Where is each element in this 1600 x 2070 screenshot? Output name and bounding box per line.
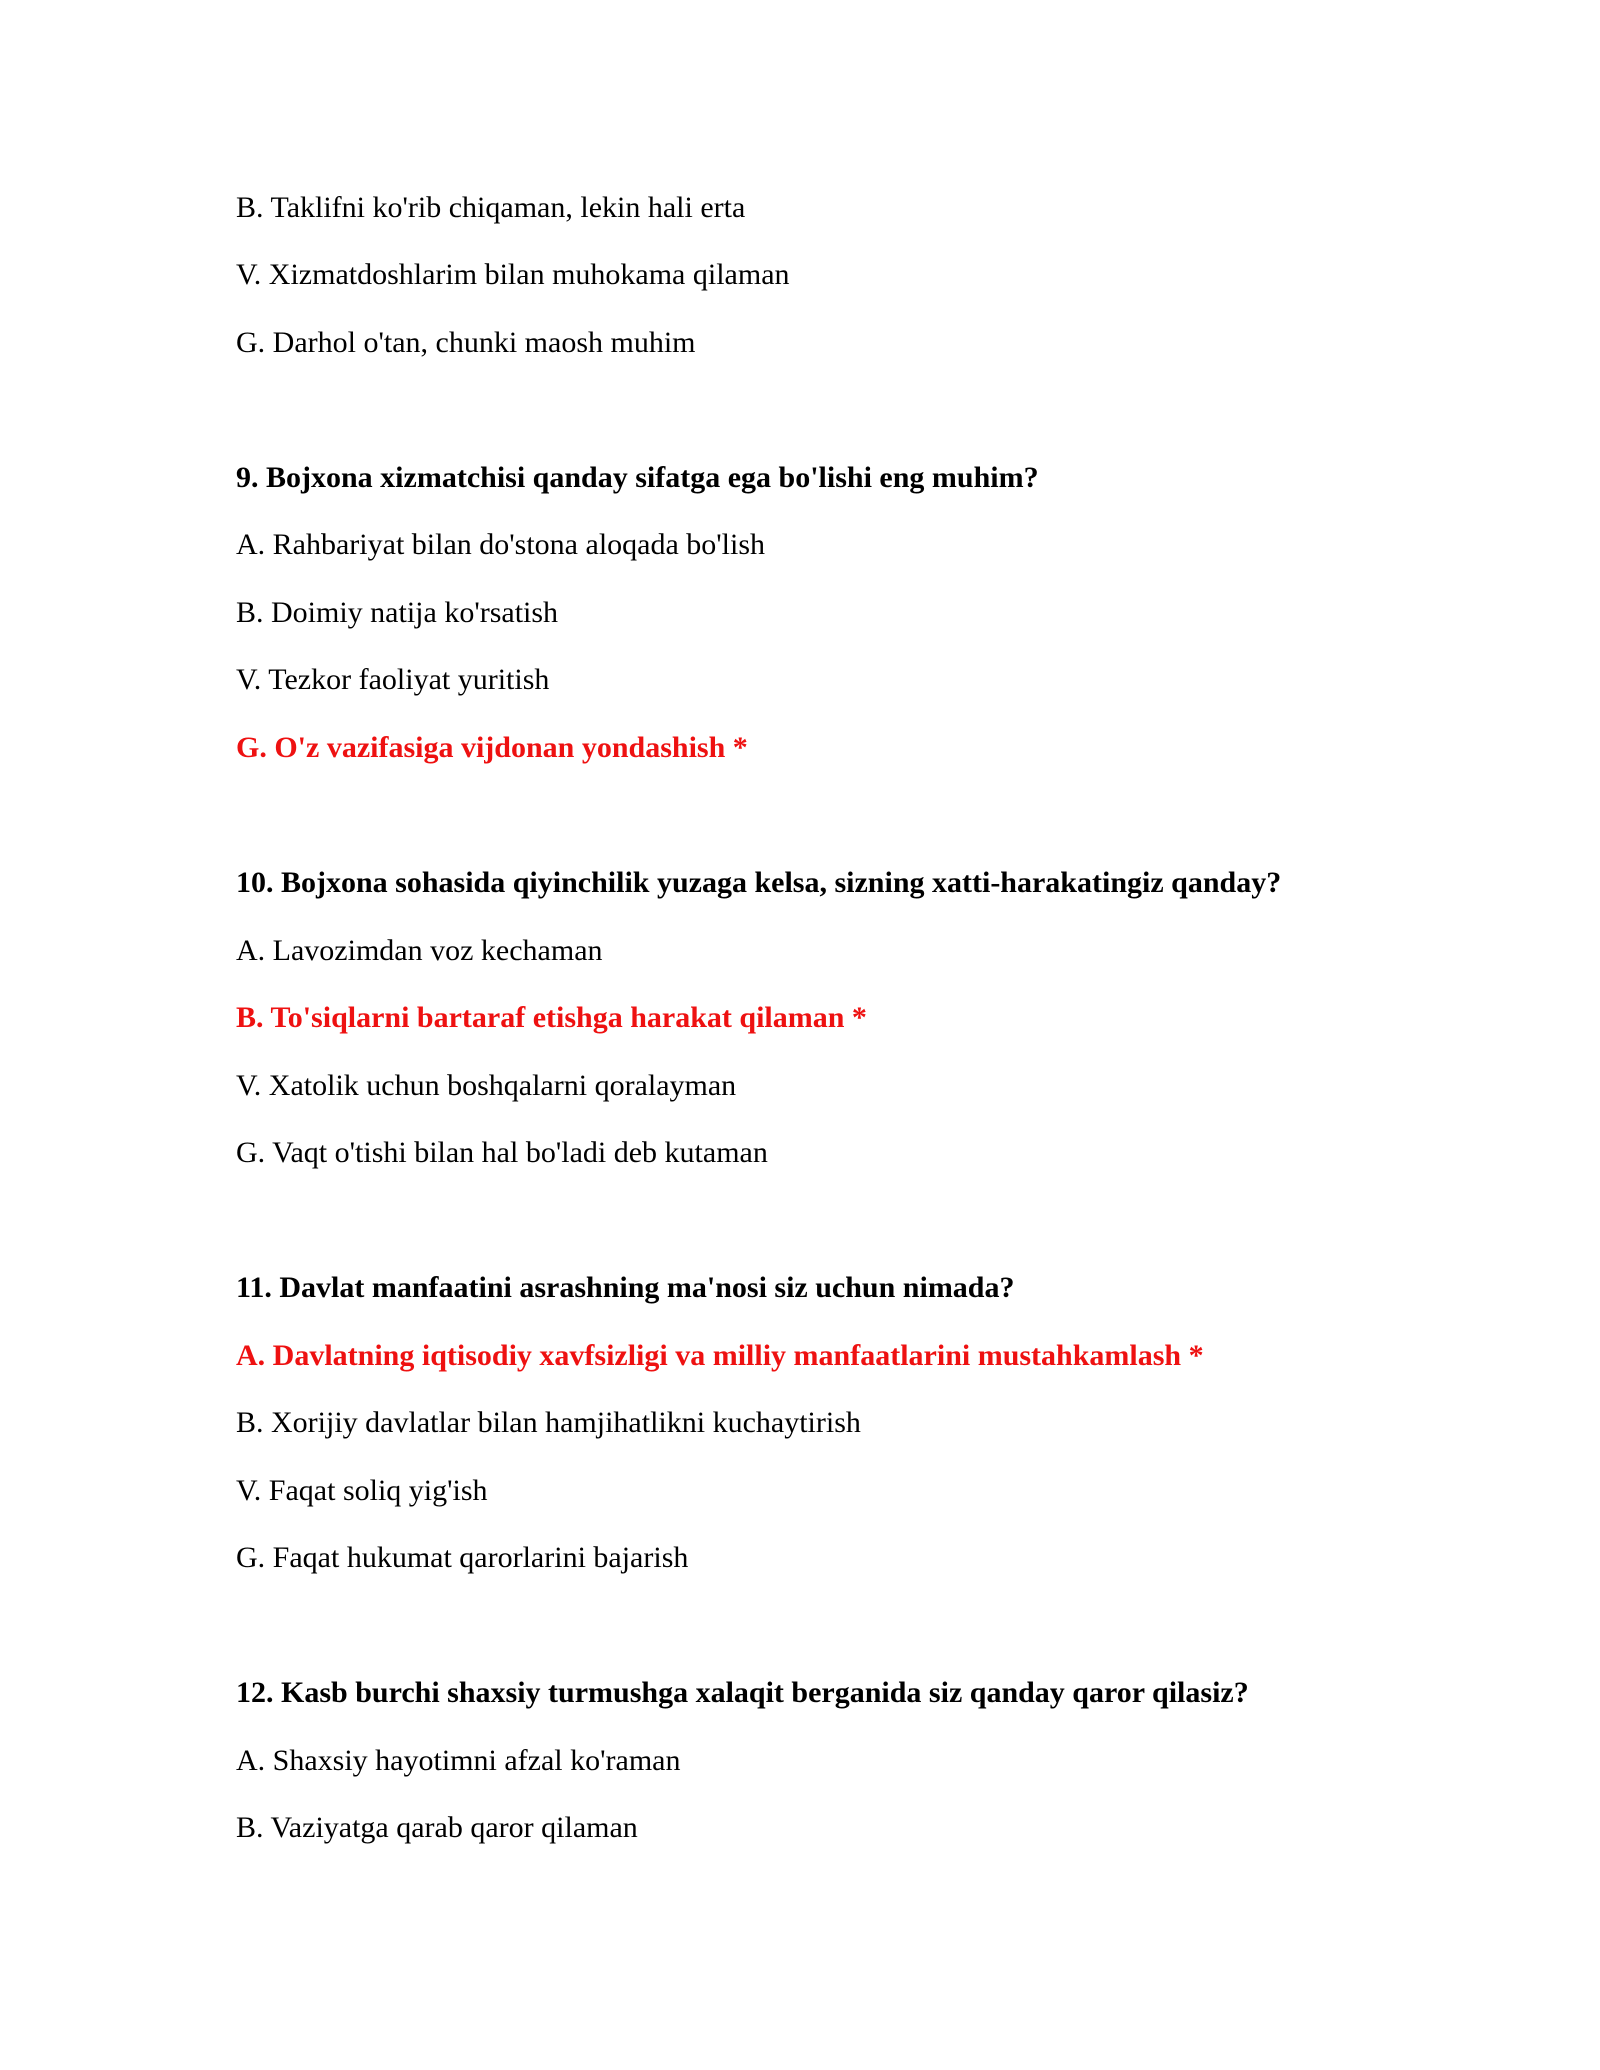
option-g-prev: G. Darhol o'tan, chunki maosh muhim xyxy=(236,326,696,359)
question-9-option-b: B. Doimiy natija ko'rsatish xyxy=(236,596,559,629)
question-12-option-b: B. Vaziyatga qarab qaror qilaman xyxy=(236,1811,638,1844)
option-v-prev: V. Xizmatdoshlarim bilan muhokama qilaman xyxy=(236,258,790,291)
question-9-option-g-correct: G. O'z vazifasiga vijdonan yondashish * xyxy=(236,731,748,764)
question-10-option-v: V. Xatolik uchun boshqalarni qoralayman xyxy=(236,1069,737,1102)
question-9-option-v: V. Tezkor faoliyat yuritish xyxy=(236,663,550,696)
question-9: 9. Bojxona xizmatchisi qanday sifatga ega bo'lishi eng muhim? xyxy=(236,461,1039,494)
question-11-option-v: V. Faqat soliq yig'ish xyxy=(236,1474,488,1507)
question-10-option-g: G. Vaqt o'tishi bilan hal bo'ladi deb kutaman xyxy=(236,1136,768,1169)
question-12: 12. Kasb burchi shaxsiy turmushga xalaqit berganida siz qanday qaror qilasiz? xyxy=(236,1676,1249,1709)
question-10-option-a: A. Lavozimdan voz kechaman xyxy=(236,934,603,967)
question-12-option-a: A. Shaxsiy hayotimni afzal ko'raman xyxy=(236,1744,681,1777)
option-b-prev: B. Taklifni ko'rib chiqaman, lekin hali erta xyxy=(236,191,746,224)
question-9-option-a: A. Rahbariyat bilan do'stona aloqada bo'lish xyxy=(236,528,766,561)
question-10-option-b-correct: B. To'siqlarni bartaraf etishga harakat qilaman * xyxy=(236,1001,867,1034)
question-11-option-b: B. Xorijiy davlatlar bilan hamjihatlikni kuchaytirish xyxy=(236,1406,861,1439)
question-11: 11. Davlat manfaatini asrashning ma'nosi siz uchun nimada? xyxy=(236,1271,1015,1304)
question-11-option-g: G. Faqat hukumat qarorlarini bajarish xyxy=(236,1541,689,1574)
question-10: 10. Bojxona sohasida qiyinchilik yuzaga kelsa, sizning xatti-harakatingiz qanday? xyxy=(236,866,1282,899)
question-11-option-a-correct: A. Davlatning iqtisodiy xavfsizligi va milliy manfaatlarini mustahkamlash * xyxy=(236,1339,1204,1372)
